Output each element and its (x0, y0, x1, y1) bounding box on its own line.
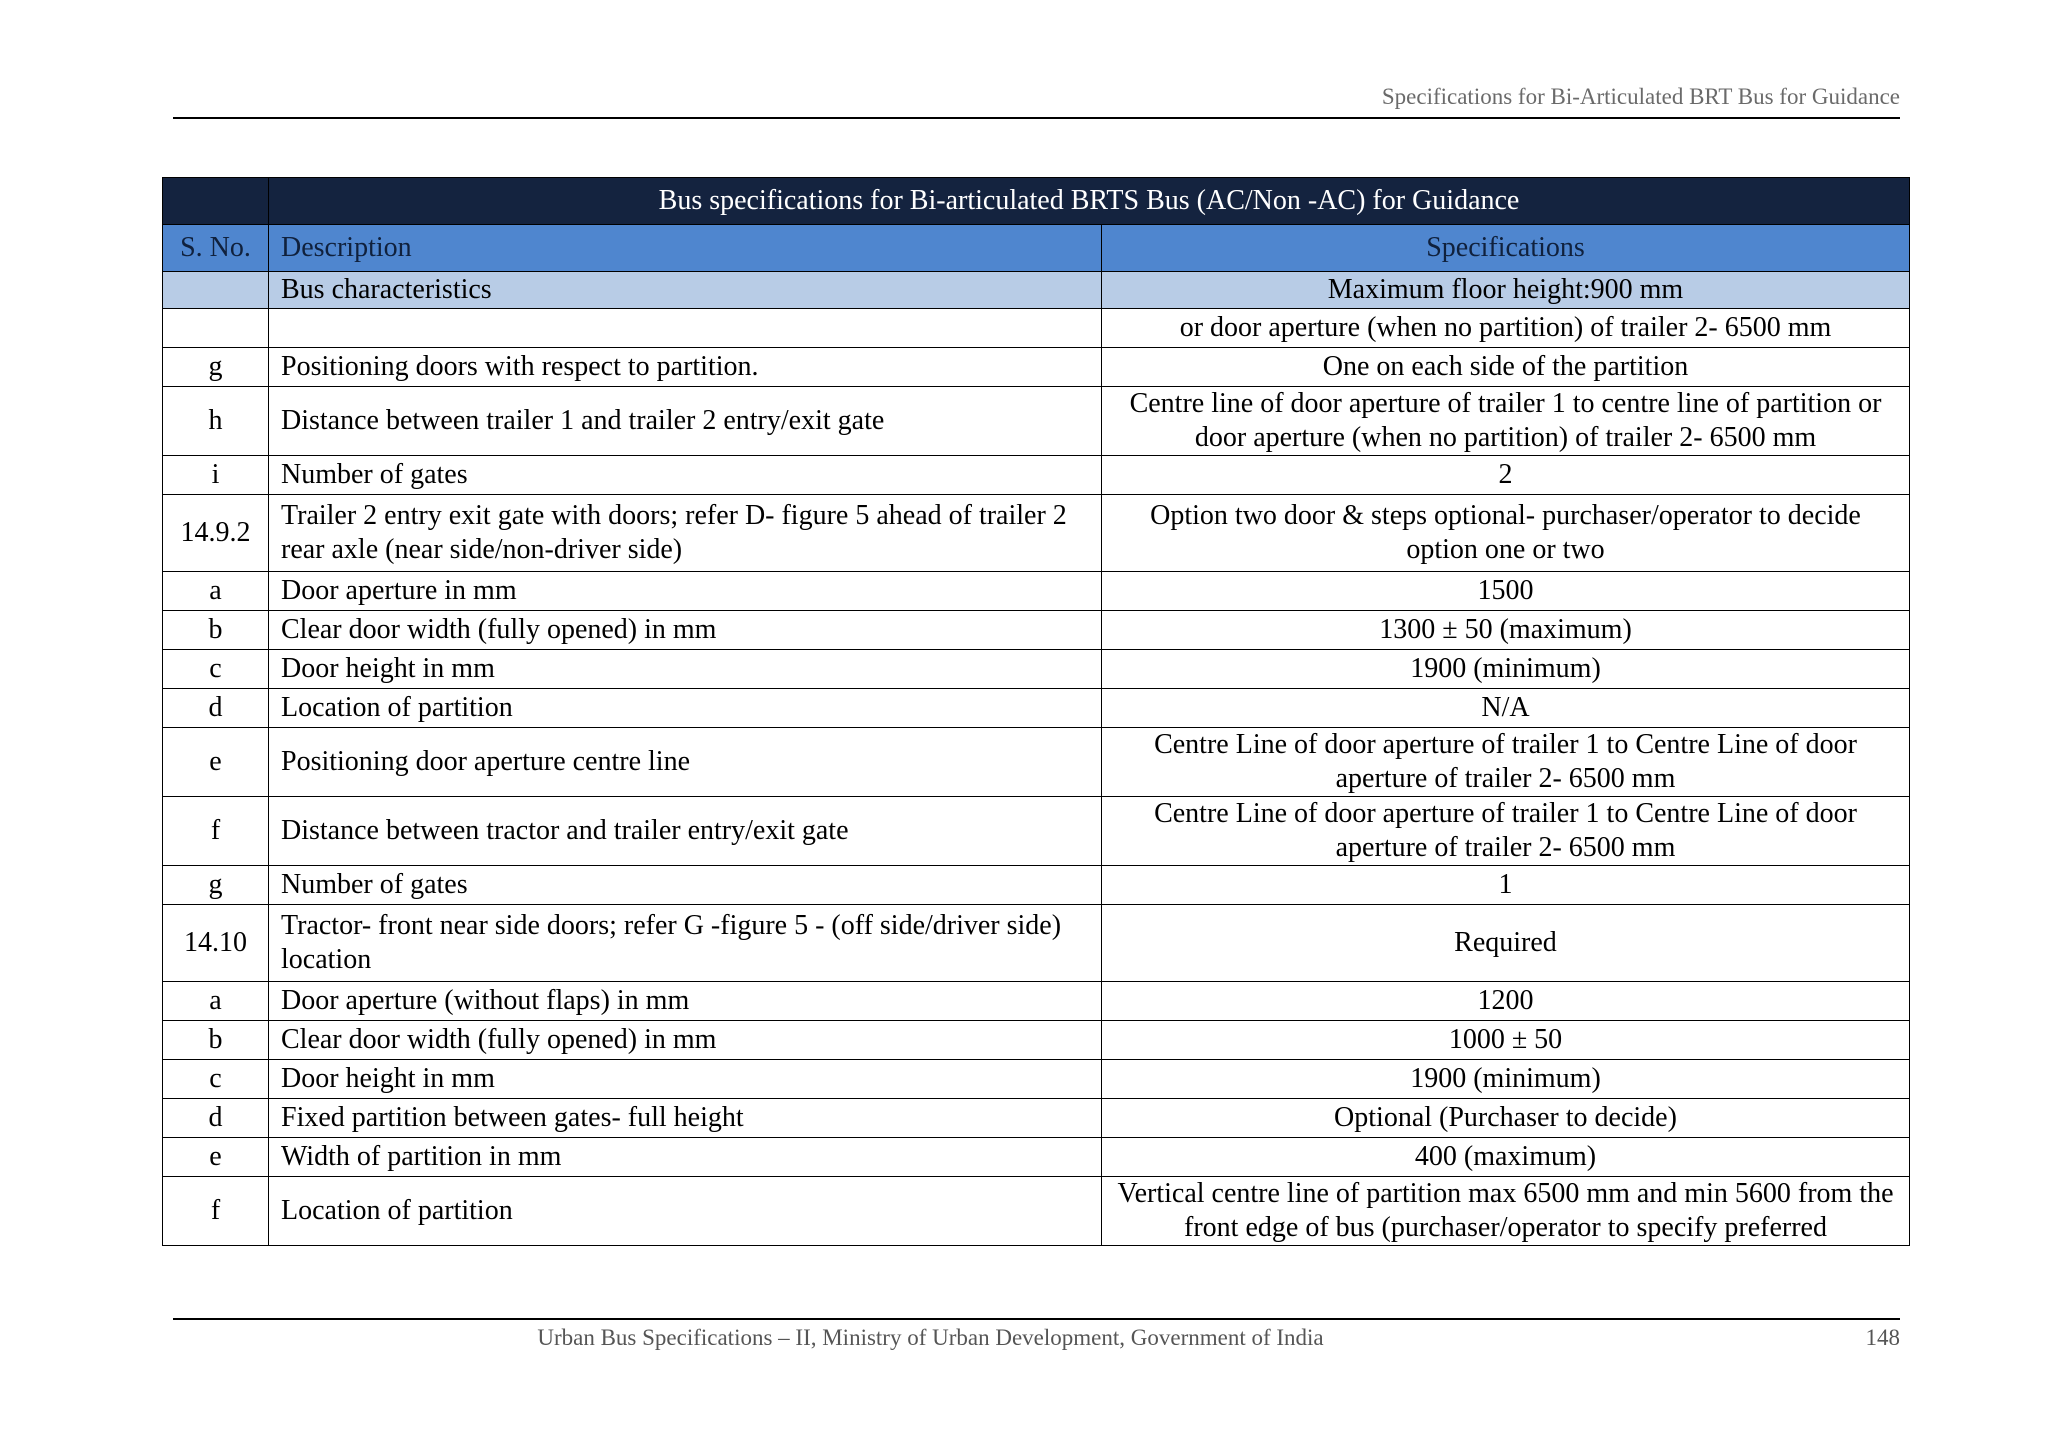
row-spec: 400 (maximum) (1102, 1138, 1910, 1177)
row-sno: g (163, 348, 269, 387)
table-row (163, 728, 1910, 797)
table-row (163, 611, 1910, 650)
row-sno: 14.9.2 (163, 495, 269, 572)
table-row (163, 650, 1910, 689)
row-sno: i (163, 456, 269, 495)
row-spec: N/A (1102, 689, 1910, 728)
row-sno: f (163, 1177, 269, 1246)
row-description: Number of gates (269, 456, 1102, 495)
table-row (163, 797, 1910, 866)
table-row (163, 572, 1910, 611)
table-row (163, 495, 1910, 572)
column-header-description: Description (269, 225, 1102, 272)
row-spec: 1000 ± 50 (1102, 1021, 1910, 1060)
column-header-row (163, 225, 1910, 272)
row-sno: e (163, 1138, 269, 1177)
table-row (163, 309, 1910, 348)
row-description: Door aperture in mm (269, 572, 1102, 611)
row-spec: Centre Line of door aperture of trailer 1 to Centre Line of door aperture of trailer 2- 6500 mm (1102, 728, 1910, 797)
category-spec: Maximum floor height:900 mm (1102, 272, 1910, 309)
table-title-row (163, 178, 1910, 225)
row-sno: a (163, 572, 269, 611)
row-sno: d (163, 1099, 269, 1138)
row-sno: 14.10 (163, 905, 269, 982)
row-description: Location of partition (269, 1177, 1102, 1246)
table-row (163, 1177, 1910, 1246)
title-blank-cell (163, 178, 269, 225)
column-header-specifications: Specifications (1102, 225, 1910, 272)
row-spec: Centre line of door aperture of trailer 1 to centre line of partition or door aperture (when no partition) of trailer 2- 6500 mm (1102, 387, 1910, 456)
category-row (163, 272, 1910, 309)
row-spec: 1900 (minimum) (1102, 1060, 1910, 1099)
footer-text: Urban Bus Specifications – II, Ministry of Urban Development, Government of India (537, 1325, 1324, 1350)
row-spec: 1 (1102, 866, 1910, 905)
row-description: Distance between trailer 1 and trailer 2 entry/exit gate (269, 387, 1102, 456)
row-description: Distance between tractor and trailer entry/exit gate (269, 797, 1102, 866)
table-row (163, 387, 1910, 456)
row-description: Positioning door aperture centre line (269, 728, 1102, 797)
table-row (163, 1021, 1910, 1060)
column-header-sno: S. No. (163, 225, 269, 272)
row-sno: b (163, 611, 269, 650)
row-spec: Vertical centre line of partition max 6500 mm and min 5600 from the front edge of bus (purchaser/operator to specify preferred (1102, 1177, 1910, 1246)
row-description: Door height in mm (269, 650, 1102, 689)
row-spec: 1900 (minimum) (1102, 650, 1910, 689)
row-sno: f (163, 797, 269, 866)
row-spec: Centre Line of door aperture of trailer 1 to Centre Line of door aperture of trailer 2- 6500 mm (1102, 797, 1910, 866)
table-row (163, 982, 1910, 1021)
table-row (163, 689, 1910, 728)
row-sno: d (163, 689, 269, 728)
row-description: Tractor- front near side doors; refer G -figure 5 - (off side/driver side) location (269, 905, 1102, 982)
specifications-table (162, 177, 1910, 1246)
row-sno: b (163, 1021, 269, 1060)
category-label: Bus characteristics (269, 272, 1102, 309)
table-row (163, 348, 1910, 387)
row-description: Door height in mm (269, 1060, 1102, 1099)
footer-divider (173, 1318, 1900, 1320)
row-sno: e (163, 728, 269, 797)
table-row (163, 1060, 1910, 1099)
running-header: Specifications for Bi-Articulated BRT Bus for Guidance (1381, 84, 1900, 109)
table-row (163, 1099, 1910, 1138)
row-sno: g (163, 866, 269, 905)
category-sno (163, 272, 269, 309)
row-description: Trailer 2 entry exit gate with doors; refer D- figure 5 ahead of trailer 2 rear axle (near side/non-driver side) (269, 495, 1102, 572)
row-sno: a (163, 982, 269, 1021)
page-number: 148 (1865, 1325, 1900, 1350)
row-sno (163, 309, 269, 348)
row-description: Clear door width (fully opened) in mm (269, 611, 1102, 650)
row-spec: One on each side of the partition (1102, 348, 1910, 387)
table-title: Bus specifications for Bi-articulated BRTS Bus (AC/Non -AC) for Guidance (269, 178, 1910, 225)
row-description: Fixed partition between gates- full height (269, 1099, 1102, 1138)
row-description: Location of partition (269, 689, 1102, 728)
row-spec: Option two door & steps optional- purchaser/operator to decide option one or two (1102, 495, 1910, 572)
row-description: Width of partition in mm (269, 1138, 1102, 1177)
table-row (163, 905, 1910, 982)
row-sno: c (163, 1060, 269, 1099)
row-spec: Required (1102, 905, 1910, 982)
row-spec: or door aperture (when no partition) of trailer 2- 6500 mm (1102, 309, 1910, 348)
row-spec: 1300 ± 50 (maximum) (1102, 611, 1910, 650)
row-spec: 2 (1102, 456, 1910, 495)
row-description: Clear door width (fully opened) in mm (269, 1021, 1102, 1060)
row-sno: c (163, 650, 269, 689)
table-row (163, 866, 1910, 905)
row-description: Number of gates (269, 866, 1102, 905)
row-description: Positioning doors with respect to partition. (269, 348, 1102, 387)
row-spec: 1200 (1102, 982, 1910, 1021)
row-description: Door aperture (without flaps) in mm (269, 982, 1102, 1021)
row-description (269, 309, 1102, 348)
table-row (163, 1138, 1910, 1177)
row-spec: Optional (Purchaser to decide) (1102, 1099, 1910, 1138)
row-sno: h (163, 387, 269, 456)
header-divider (173, 117, 1900, 119)
row-spec: 1500 (1102, 572, 1910, 611)
table-row (163, 456, 1910, 495)
